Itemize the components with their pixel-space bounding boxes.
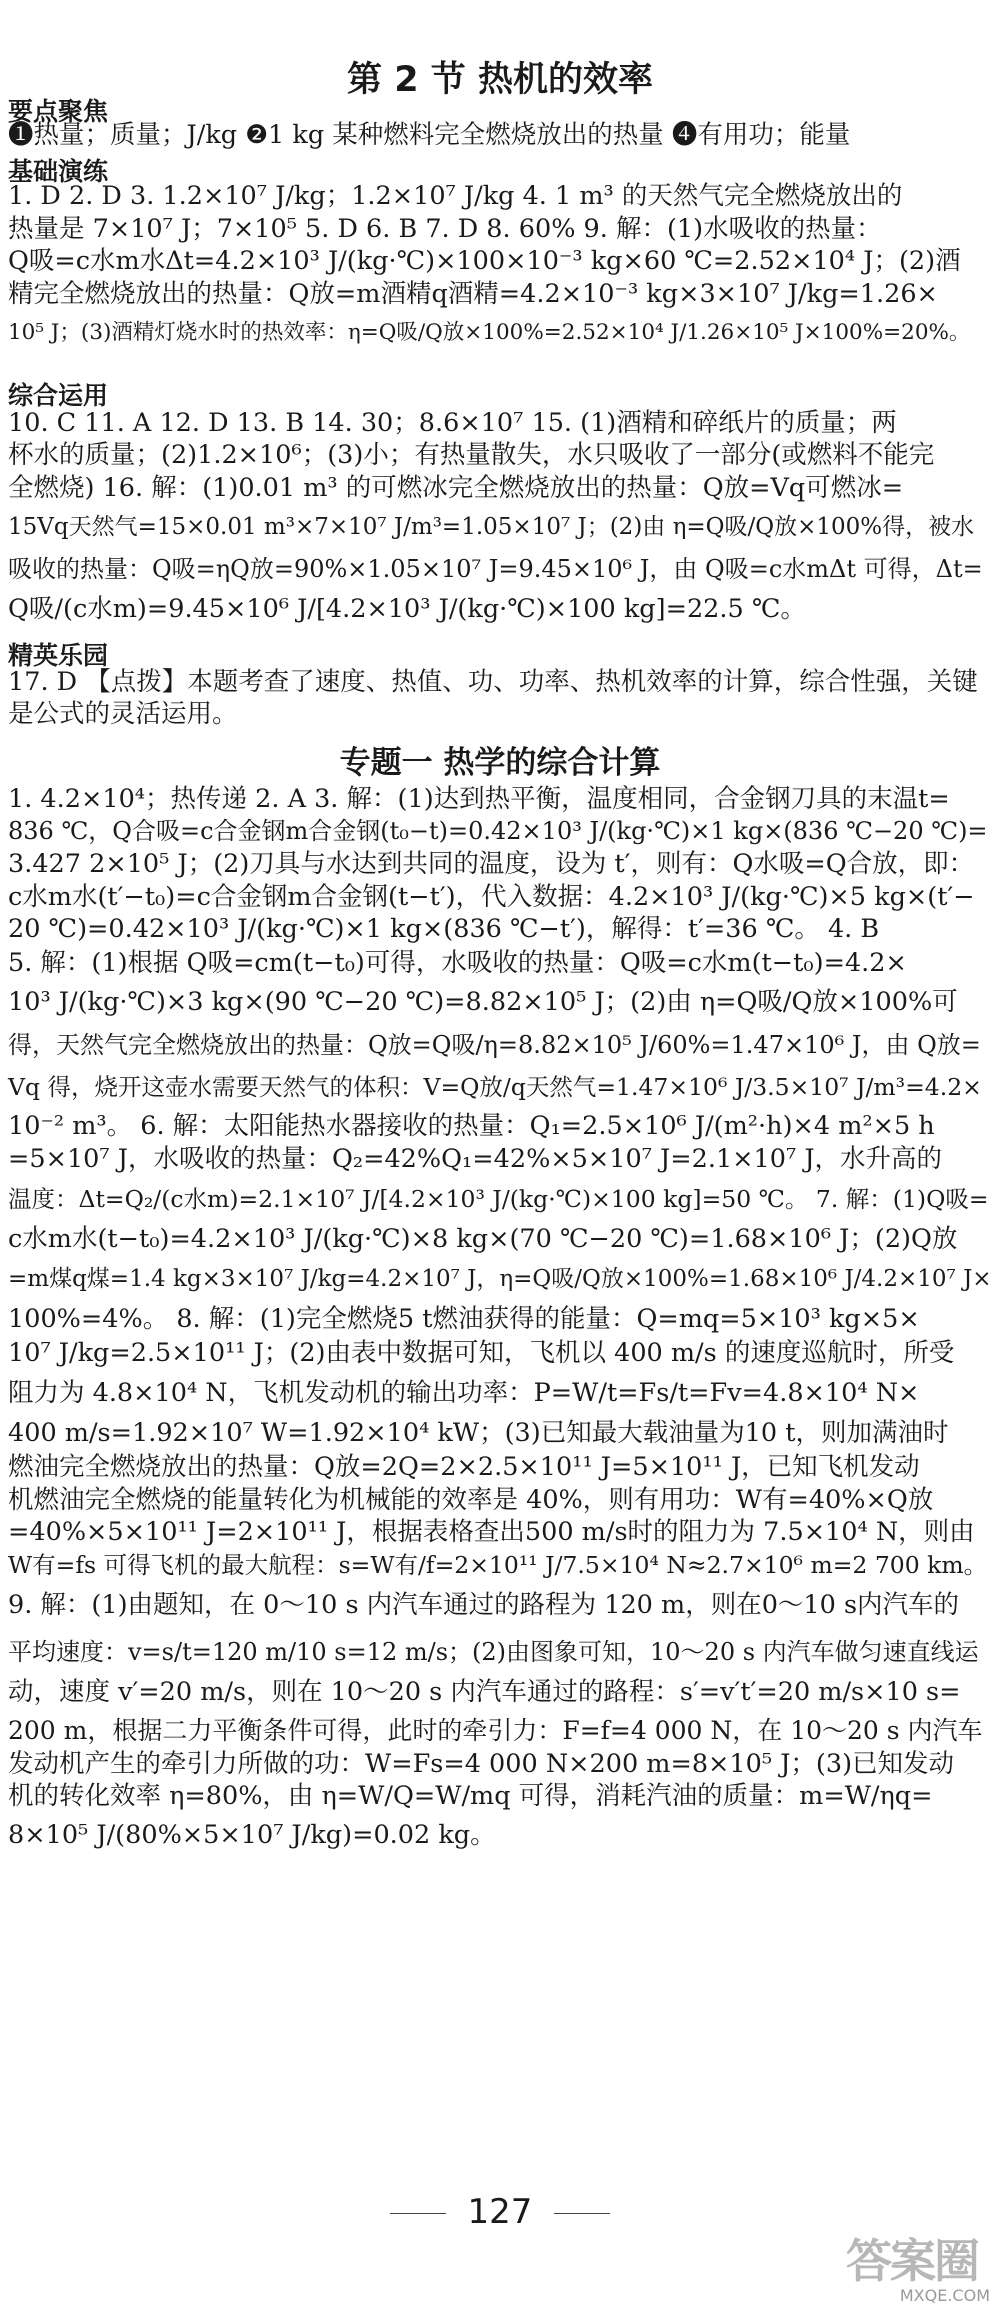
text-line: 1. 4.2×10⁴；热传递 2. A 3. 解：(1)达到热平衡，温度相同，合金钢刀具的末温t= — [8, 784, 950, 814]
text-line: Vq 得，烧开这壶水需要天然气的体积：V=Q放/q天然气=1.47×10⁶ J/3.5×10⁷ J/m³=4.2× — [8, 1073, 982, 1101]
heading-elite: 精英乐园 — [8, 641, 109, 670]
text-line: 836 ℃，Q合吸=c合金钢m合金钢(t₀−t)=0.42×10³ J/(kg·℃)×1 kg×(836 ℃−20 ℃)= — [8, 817, 988, 845]
text-line: 得，天然气完全燃烧放出的热量：Q放=Q吸/η=8.82×10⁵ J/60%=1.47×10⁶ J，由 Q放= — [8, 1031, 981, 1059]
text-line: 机的转化效率 η=80%，由 η=W/Q=W/mq 可得，消耗汽油的质量：m=W/ηq= — [8, 1781, 933, 1811]
text-line: 400 m/s=1.92×10⁷ W=1.92×10⁴ kW；(3)已知最大载油量为10 t，则加满油时 — [8, 1418, 949, 1448]
text-line: 15Vq天然气=15×0.01 m³×7×10⁷ J/m³=1.05×10⁷ J；(2)由 η=Q吸/Q放×100%得，被水 — [8, 514, 975, 540]
text-line: 是公式的灵活运用。 — [8, 699, 238, 729]
page-number-text: 127 — [467, 2192, 533, 2232]
text-line: 3.427 2×10⁵ J；(2)刀具与水达到共同的温度，设为 t′，则有：Q水吸=Q合放，即： — [8, 849, 975, 879]
text-line: 全燃烧) 16. 解：(1)0.01 m³ 的可燃冰完全燃烧放出的热量：Q放=Vq可燃冰= — [8, 473, 904, 503]
heading-key-points: 要点聚焦 — [8, 97, 109, 126]
text-line: c水m水(t′−t₀)=c合金钢m合金钢(t−t′)，代入数据：4.2×10³ J/(kg·℃)×5 kg×(t′− — [8, 882, 975, 912]
text-line: 8×10⁵ J/(80%×5×10⁷ J/kg)=0.02 kg。 — [8, 1820, 496, 1850]
text-line: 平均速度：v=s/t=120 m/10 s=12 m/s；(2)由图象可知，10～20 s 内汽车做匀速直线运 — [8, 1638, 979, 1666]
text-line: 10⁵ J；(3)酒精灯烧水时的热效率：η=Q吸/Q放×100%=2.52×10⁴ J/1.26×10⁵ J×100%=20%。 — [8, 320, 971, 345]
text-line: =m煤q煤=1.4 kg×3×10⁷ J/kg=4.2×10⁷ J，η=Q吸/Q放×100%=1.68×10⁶ J/4.2×10⁷ J× — [8, 1266, 992, 1292]
divider — [390, 2213, 446, 2214]
text-line: Q吸=c水m水Δt=4.2×10³ J/(kg·℃)×100×10⁻³ kg×60 ℃=2.52×10⁴ J；(2)酒 — [8, 246, 961, 276]
text-line: 温度：Δt=Q₂/(c水m)=2.1×10⁷ J/[4.2×10³ J/(kg·℃)×100 kg]=50 ℃。 7. 解：(1)Q吸= — [8, 1185, 989, 1213]
text-line: 10. C 11. A 12. D 13. B 14. 30；8.6×10⁷ 15. (1)酒精和碎纸片的质量；两 — [8, 408, 897, 438]
section-title: 第 2 节 热机的效率 — [347, 60, 653, 100]
text-line: 精完全燃烧放出的热量：Q放=m酒精q酒精=4.2×10⁻³ kg×3×10⁷ J/kg=1.26× — [8, 279, 938, 309]
text-line: 1. D 2. D 3. 1.2×10⁷ J/kg；1.2×10⁷ J/kg 4. 1 m³ 的天然气完全燃烧放出的 — [8, 181, 903, 211]
text-line: =5×10⁷ J，水吸收的热量：Q₂=42%Q₁=42%×5×10⁷ J=2.1×10⁷ J，水升高的 — [8, 1144, 943, 1174]
text-line: 9. 解：(1)由题知，在 0～10 s 内汽车通过的路程为 120 m，则在0～10 s内汽车的 — [8, 1590, 960, 1620]
text-line: 100%=4%。 8. 解：(1)完全燃烧5 t燃油获得的能量：Q=mq=5×10³ kg×5× — [8, 1304, 920, 1334]
text-line: 阻力为 4.8×10⁴ N，飞机发动机的输出功率：P=W/t=Fs/t=Fv=4.8×10⁴ N× — [8, 1378, 920, 1408]
text-line: 机燃油完全燃烧的能量转化为机械能的效率是 40%，则有用功：W有=40%×Q放 — [8, 1485, 934, 1515]
text-line: 热量是 7×10⁷ J；7×10⁵ 5. D 6. B 7. D 8. 60% 9. 解：(1)水吸收的热量： — [8, 214, 882, 244]
heading-comprehensive: 综合运用 — [8, 381, 109, 410]
text-line: 17. D 【点拨】本题考查了速度、热值、功、功率、热机效率的计算，综合性强，关键 — [8, 667, 978, 697]
text-line: 5. 解：(1)根据 Q吸=cm(t−t₀)可得，水吸收的热量：Q吸=c水m(t−t₀)=4.2× — [8, 948, 907, 978]
watermark-logo — [846, 2225, 996, 2307]
divider — [554, 2213, 610, 2214]
watermark-text: 答案圈 — [846, 2234, 978, 2288]
text-line: =40%×5×10¹¹ J=2×10¹¹ J，根据表格查出500 m/s时的阻力为 7.5×10⁴ N，则由 — [8, 1517, 975, 1547]
watermark-url: MXQE.COM — [899, 2286, 990, 2305]
text-line: 200 m，根据二力平衡条件可得，此时的牵引力：F=f=4 000 N，在 10～20 s 内汽车 — [8, 1716, 983, 1745]
text-line: 10⁻² m³。 6. 解：太阳能热水器接收的热量：Q₁=2.5×10⁶ J/(m²·h)×4 m²×5 h — [8, 1111, 935, 1141]
text-line: 杯水的质量；(2)1.2×10⁶；(3)小；有热量散失，水只吸收了一部分(或燃料不能完 — [8, 440, 935, 470]
text-line: 发动机产生的牵引力所做的功：W=Fs=4 000 N×200 m=8×10⁵ J；(3)已知发动 — [8, 1749, 955, 1779]
topic-title: 专题一 热学的综合计算 — [339, 745, 661, 781]
text-line: Q吸/(c水m)=9.45×10⁶ J/[4.2×10³ J/(kg·℃)×100 kg]=22.5 ℃。 — [8, 594, 806, 624]
text-line: 吸收的热量：Q吸=ηQ放=90%×1.05×10⁷ J=9.45×10⁶ J，由 Q吸=c水mΔt 可得，Δt= — [8, 555, 983, 583]
text-line: 20 ℃)=0.42×10³ J/(kg·℃)×1 kg×(836 ℃−t′)，解得：t′=36 ℃。 4. B — [8, 914, 880, 944]
text-line: 燃油完全燃烧放出的热量：Q放=2Q=2×2.5×10¹¹ J=5×10¹¹ J，已知飞机发动 — [8, 1452, 920, 1482]
text-line: W有=fs 可得飞机的最大航程：s=W有/f=2×10¹¹ J/7.5×10⁴ N≈2.7×10⁶ m=2 700 km。 — [8, 1551, 988, 1579]
text-line: 10⁷ J/kg=2.5×10¹¹ J；(2)由表中数据可知，飞机以 400 m/s 的速度巡航时，所受 — [8, 1338, 955, 1368]
text-line: ❶热量；质量；J/kg ❷1 kg 某种燃料完全燃烧放出的热量 ❹有用功；能量 — [8, 120, 851, 150]
text-line: c水m水(t−t₀)=4.2×10³ J/(kg·℃)×8 kg×(70 ℃−20 ℃)=1.68×10⁶ J；(2)Q放 — [8, 1224, 958, 1254]
text-line: 10³ J/(kg·℃)×3 kg×(90 ℃−20 ℃)=8.82×10⁵ J；(2)由 η=Q吸/Q放×100%可 — [8, 987, 958, 1017]
heading-basic: 基础演练 — [8, 157, 109, 186]
text-line: 动，速度 v′=20 m/s，则在 10～20 s 内汽车通过的路程：s′=v′t′=20 m/s×10 s= — [8, 1677, 961, 1707]
